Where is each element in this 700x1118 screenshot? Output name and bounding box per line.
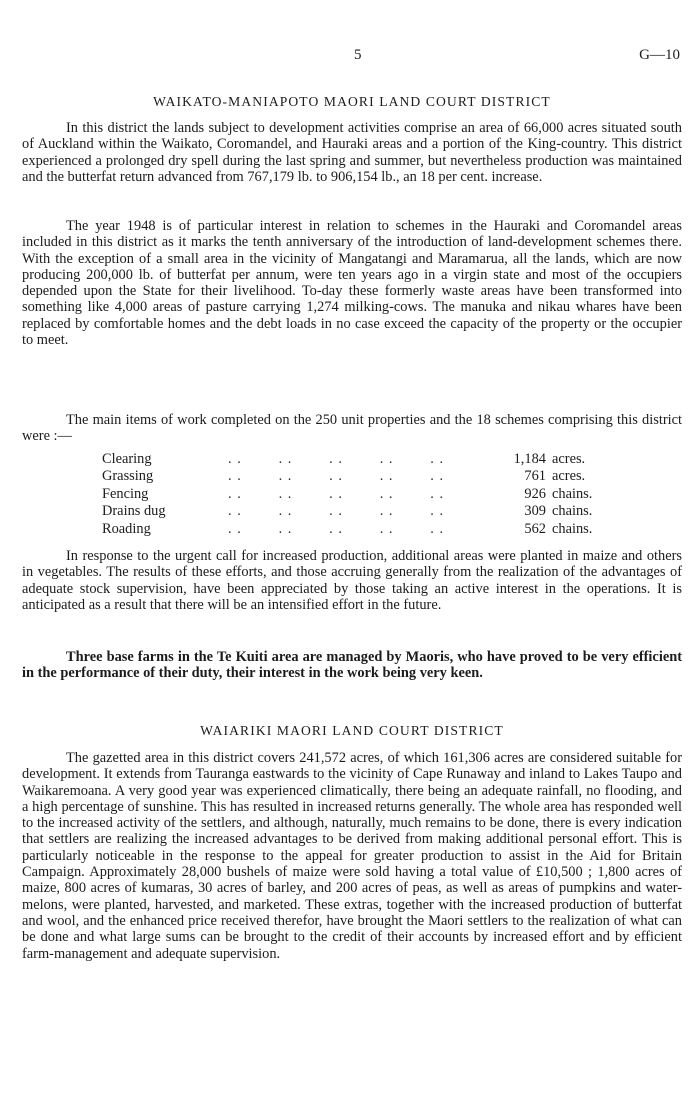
section-heading-waiariki: WAIARIKI MAORI LAND COURT DISTRICT [200, 723, 504, 738]
leader-dots: . . . . . . . . . . [228, 468, 445, 485]
work-item-label: Clearing [102, 451, 152, 467]
page-number: 5 [354, 47, 362, 63]
work-item-quantity: 761 [524, 468, 546, 485]
leader-dots: . . . . . . . . . . [228, 485, 445, 502]
section-heading-waikato-maniapoto: WAIKATO-MANIAPOTO MAORI LAND COURT DISTRICT [153, 94, 551, 109]
work-item-quantity: 562 [524, 520, 546, 537]
work-item-quantity: 926 [524, 485, 546, 502]
table-row [102, 486, 642, 503]
paragraph-district-lands: In this district the lands subject to development activities comprise an area of 66,000 acres situated south of Auckland within the Waikato, Coromandel, and Hauraki areas and a portion of the King-country. This district experienced a prolonged dry spell during the last spring and summer, but nevertheless production was maintained and the butterfat return advanced from 767,179 lb. to 906,154 lb., an 18 per cent. increase. [22, 120, 682, 185]
work-item-label: Roading [102, 520, 151, 537]
table-row [102, 451, 642, 468]
work-item-unit: acres. [552, 468, 586, 485]
paragraph-base-farms: Three base farms in the Te Kuiti area are managed by Maoris, who have proved to be very efficient in the performance of their duty, their interest in the work being very keen. [22, 649, 682, 682]
work-item-quantity: 1,184 [513, 451, 546, 467]
work-item-unit: acres. [552, 451, 586, 467]
work-item-unit: chains. [552, 485, 593, 502]
work-item-label: Fencing [102, 485, 149, 502]
work-item-label: Drains dug [102, 503, 166, 520]
paragraph-main-items: The main items of work completed on the 250 unit properties and the 18 schemes comprising this district were :— [22, 412, 682, 445]
work-item-quantity: 309 [524, 503, 546, 520]
document-reference: G—10 [639, 47, 680, 63]
paragraph-year-1948: The year 1948 is of particular interest in relation to schemes in the Hauraki and Coromandel areas included in this district as it marks the tenth anniversary of the introduction of land-development schemes there. With the exception of a small area in the vicinity of Mangatangi and Maramarua, all the lands, which are now producing 200,000 lb. of butterfat per annum, were ten years ago in a virgin state and most of the occupiers depended upon the State for their livelihood. To-day these formerly waste areas have been transformed into something like 4,000 areas of pasture carrying 1,274 milking-cows. The manuka and nikau whares have been replaced by comfortable homes and the debt loads in no case exceed the capacity of the property or the occupier to meet. [22, 218, 682, 349]
table-row [102, 503, 642, 520]
work-item-unit: chains. [552, 520, 593, 537]
table-row [102, 521, 642, 538]
leader-dots: . . . . . . . . . . [228, 503, 445, 520]
work-item-label: Grassing [102, 468, 154, 485]
work-item-unit: chains. [552, 503, 593, 520]
leader-dots: . . . . . . . . . . [228, 520, 445, 537]
leader-dots: . . . . . . . . . . [228, 451, 445, 467]
paragraph-gazetted-area: The gazetted area in this district covers 241,572 acres, of which 161,306 acres are considered suitable for development. It extends from Tauranga eastwards to the vicinity of Cape Runaway and inland to Lakes Taupo and Waikaremoana. A very good year was experienced climatically, there being an adequate rainfall, no flooding, and a high percentage of sunshine. This has resulted in increased returns generally. The whole area has responded well to the increased activity of the settlers, and although, naturally, much remains to be done, there is every indication that settlers are realizing the increased advantages to be derived from making additional personal effort. This is particularly noticeable in the response to the appeal for greater production to assist in the Aid for Britain Campaign. Approximately 28,000 bushels of maize were sold having a total value of £10,500 ; 1,800 acres of maize, 800 acres of kumaras, 30 acres of barley, and 200 acres of peas, as well as areas of pumpkins and water-melons, were planted, harvested, and marketed. These extras, together with the increased production of butterfat and wool, and the enhanced price received therefor, have brought the Maori settlers to the realization of what can be done and what large sums can be brought to the credit of their accounts by increased effort and by efficient farm-management and adequate supervision. [22, 750, 682, 962]
paragraph-urgent-call: In response to the urgent call for increased production, additional areas were planted in maize and others in vegetables. The results of these efforts, and those accruing generally from the realization of the advantages of adequate stock supervision, have been appreciated by those taking an active interest in the operations. It is anticipated as a result that there will be an intensified effort in the future. [22, 548, 682, 613]
table-row [102, 468, 642, 485]
work-completed-table [102, 451, 642, 538]
